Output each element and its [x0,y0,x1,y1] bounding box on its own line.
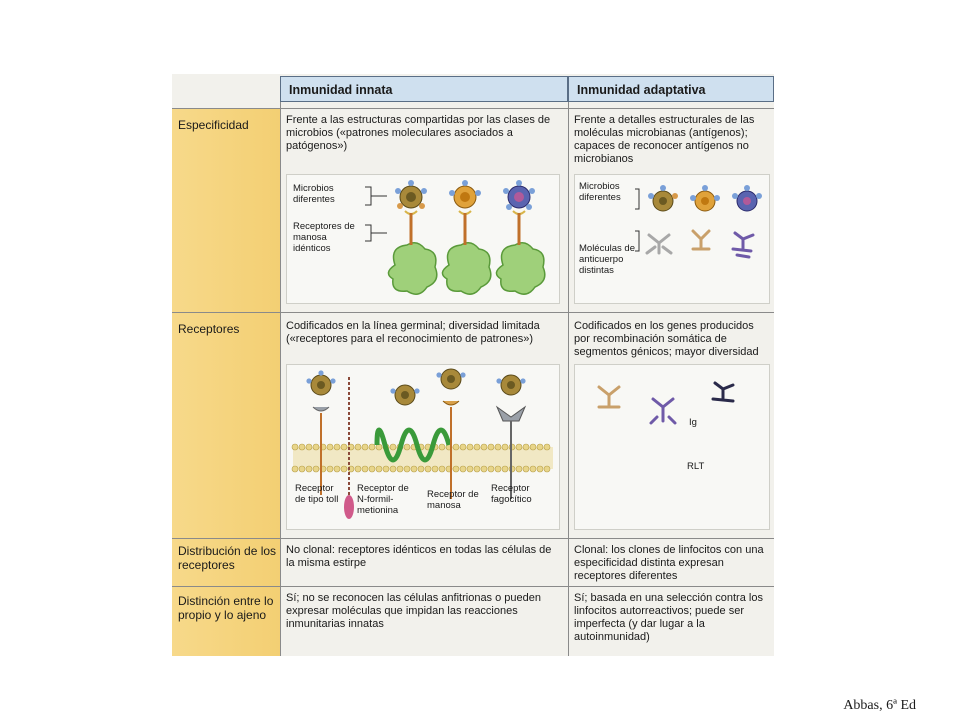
lipid-head [306,444,312,450]
lipid-head [516,466,522,472]
specificity-adaptive-text: Frente a detalles estructurales de las moléculas microbianas (antígenos); capaces de reconocer antígenos no microbianos [574,114,755,165]
row-label-receptors: Receptores [178,322,240,336]
row-label-specificity: Especificidad [178,118,249,132]
label-mannose-receptor: Receptor de manosa [427,489,479,511]
label-tcr: RLT [687,461,705,472]
row-divider [172,538,774,539]
header-adaptive: Inmunidad adaptativa [568,76,774,102]
lipid-head [390,444,396,450]
label-toll-receptor: Receptor de tipo toll [295,483,339,505]
adaptive-microbe-illustration [575,175,769,303]
row-label-strip [172,108,280,656]
macrophage-2 [442,243,490,294]
lipid-head [292,466,298,472]
lipid-head [467,444,473,450]
specificity-innate-text: Frente a las estructuras compartidas por las clases de microbios («patrones moleculares asociados a patógenos») [286,114,551,152]
lipid-head [341,444,347,450]
lipid-head [334,444,340,450]
lipid-head [404,444,410,450]
lipid-head [327,466,333,472]
lipid-head [502,466,508,472]
self-nonself-innate-text: Sí; no se reconocen las células anfitrionas o pueden expresar moléculas que impidan las reacciones inmunitarias innatas [286,592,541,630]
lipid-head [495,444,501,450]
lipid-head [362,444,368,450]
lipid-head [488,444,494,450]
lipid-head [537,444,543,450]
lipid-head [355,444,361,450]
label-adaptive-microbes: Microbios diferentes [579,181,621,203]
label-innate-receptors: Receptores de manosa idénticos [293,221,355,254]
lipid-head [362,466,368,472]
lipid-head [376,466,382,472]
column-divider [280,102,281,656]
lipid-head [474,444,480,450]
label-phagocytic-receptor: Receptor fagocítico [491,483,532,505]
lipid-head [404,466,410,472]
label-innate-microbes: Microbios diferentes [293,183,335,205]
lipid-head [467,466,473,472]
microbe-1 [395,180,427,209]
self-nonself-adaptive-text: Sí; basada en una selección contra los linfocitos autorreactivos; puede ser imperfecta (y dar lugar a la autoinmunidad) [574,592,763,643]
receptors-adaptive-panel [574,364,770,530]
lipid-head [369,466,375,472]
microbe-3 [503,180,535,210]
distribution-innate-text: No clonal: receptores idénticos en todas las células de la misma estirpe [286,544,552,569]
row-label-distribution: Distribución de los receptores [178,544,277,572]
lipid-head [460,444,466,450]
lipid-head [411,466,417,472]
specificity-innate-panel [286,174,560,304]
microbe-2 [449,180,481,208]
lipid-head [341,466,347,472]
lipid-head [432,466,438,472]
lipid-head [474,466,480,472]
lipid-head [523,466,529,472]
lipid-head [355,466,361,472]
receptors-innate-text: Codificados en la línea germinal; diversidad limitada («receptores para el reconocimiento de patrones») [286,320,540,345]
lipid-head [439,444,445,450]
lipid-head [397,466,403,472]
lipid-head [383,466,389,472]
lipid-head [537,466,543,472]
lipid-head [299,466,305,472]
label-adaptive-antibodies: Moléculas de anticuerpo distintas [579,243,635,276]
lipid-head [327,444,333,450]
lipid-head [530,466,536,472]
lipid-head [418,466,424,472]
lipid-head [439,466,445,472]
lipid-head [544,444,550,450]
lipid-head [502,444,508,450]
lipid-head [425,466,431,472]
row-label-self-nonself: Distinción entre lo propio y lo ajeno [178,594,274,622]
lipid-head [369,444,375,450]
receptors-innate-panel [286,364,560,530]
row-divider [172,108,774,109]
macrophage-1 [388,243,436,294]
column-divider [568,102,569,656]
lipid-head [306,466,312,472]
lipid-head [530,444,536,450]
adaptive-receptor-illustration [575,365,769,529]
distribution-adaptive-text: Clonal: los clones de linfocitos con una especificidad distinta expresan receptores diferentes [574,544,764,582]
lipid-head [495,466,501,472]
lipid-head [292,444,298,450]
innate-microbe-illustration [287,175,559,303]
lipid-head [481,444,487,450]
macrophage-3 [496,243,544,294]
header-innate: Inmunidad innata [280,76,568,102]
label-nformyl-receptor: Receptor de N-formil-metionina [357,483,409,516]
receptors-adaptive-text: Codificados en los genes producidos por recombinación somática de segmentos génicos; mayor diversidad [574,320,759,358]
lipid-head [460,466,466,472]
lipid-head [523,444,529,450]
lipid-head [481,466,487,472]
lipid-head [313,444,319,450]
immunity-comparison-figure [172,74,774,656]
lipid-head [390,466,396,472]
lipid-head [453,466,459,472]
citation-caption: Abbas, 6ª Ed [843,698,916,713]
row-divider [172,586,774,587]
lipid-head [544,466,550,472]
lipid-head [334,466,340,472]
lipid-head [299,444,305,450]
lipid-head [516,444,522,450]
lipid-head [313,466,319,472]
label-ig: Ig [689,417,697,428]
row-divider [172,312,774,313]
lipid-head [453,444,459,450]
specificity-adaptive-panel [574,174,770,304]
lipid-head [488,466,494,472]
